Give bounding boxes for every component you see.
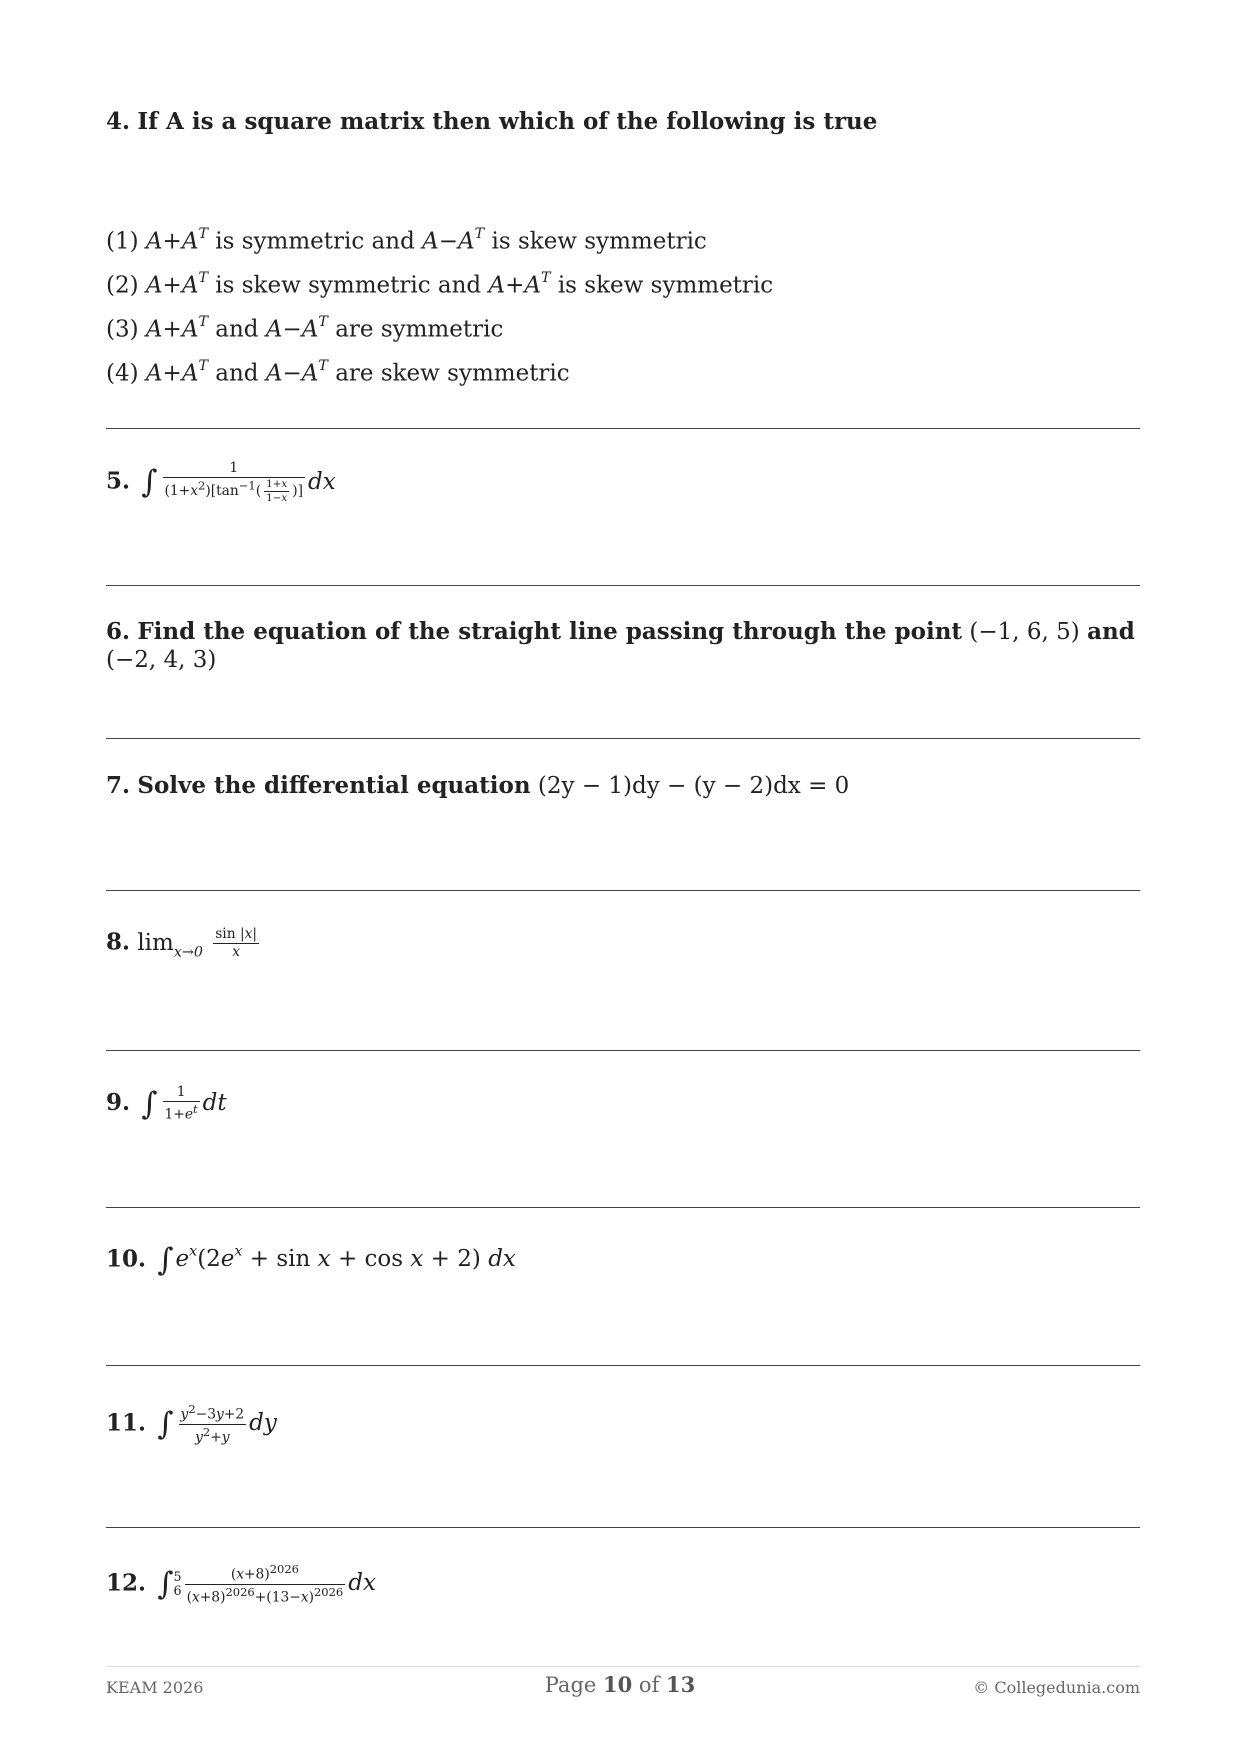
question-number: 5. <box>106 467 131 495</box>
formula: ∫ $\frac{1}{1+e^t}$ dt <box>141 1084 227 1123</box>
divider <box>106 1207 1140 1208</box>
formula: ∫ $\frac{y^2-3y+2}{y^2+y}$ dy <box>157 1402 277 1446</box>
connector-text: and <box>1087 618 1135 645</box>
footer-exam-name: KEAM 2026 <box>106 1678 204 1697</box>
question-9 <box>106 1084 1140 1124</box>
question-4 <box>106 108 1140 137</box>
option-1: (1) $A+A^T$ is symmetric and $A-A^T$ is skew symmetric <box>106 226 707 255</box>
question-7 <box>106 772 1140 801</box>
divider <box>106 428 1140 429</box>
formula: ∫ 1 $(1+x^2)[\tan^{-1}$( $\frac{1+x}{1-x}$ )] dx <box>141 460 336 505</box>
divider <box>106 738 1140 739</box>
divider <box>106 1050 1140 1051</box>
question-number: 6. <box>106 618 131 645</box>
formula: $\lim_{x\to 0}$ $\frac{\sin |x|}{x}$ <box>137 926 258 961</box>
question-number: 4. <box>106 108 131 135</box>
footer-copyright: © Collegedunia.com <box>973 1678 1140 1697</box>
question-number: 10. <box>106 1245 147 1273</box>
formula: ∫ 5 6 $\frac{(x+8)^{2026}}{(x+8)^{2026}+(13-x)^{2026}}$ dx <box>157 1562 376 1606</box>
divider <box>106 585 1140 586</box>
question-11 <box>106 1402 1140 1447</box>
point-2: (−2, 4, 3) <box>106 646 217 673</box>
question-number: 9. <box>106 1089 131 1117</box>
question-number: 8. <box>106 928 131 956</box>
question-number: 11. <box>106 1409 147 1437</box>
question-text: If A is a square matrix then which of the following is true <box>137 108 878 135</box>
option-2: (2) $A+A^T$ is skew symmetric and $A+A^T$ is skew symmetric <box>106 270 774 299</box>
question-10 <box>106 1242 1140 1279</box>
divider <box>106 1527 1140 1528</box>
question-8 <box>106 926 1140 961</box>
option-3: (3) $A+A^T$ and $A-A^T$ are symmetric <box>106 314 504 343</box>
question-12 <box>106 1562 1140 1607</box>
equation: (2y − 1)dy − (y − 2)dx = 0 <box>537 773 850 799</box>
point-1: (−1, 6, 5) <box>969 619 1080 645</box>
question-text: Solve the differential equation <box>137 772 531 799</box>
question-number: 7. <box>106 772 131 799</box>
divider <box>106 890 1140 891</box>
footer-divider <box>106 1666 1140 1667</box>
question-4-options <box>106 212 773 388</box>
question-5 <box>106 460 1140 505</box>
option-4: (4) $A+A^T$ and $A-A^T$ are skew symmetric <box>106 358 570 387</box>
question-6 <box>106 618 1140 674</box>
divider <box>106 1365 1140 1366</box>
question-number: 12. <box>106 1569 147 1597</box>
formula: $\int e^x(2e^x + \sin x + \cos x + 2)$ dx <box>157 1242 516 1278</box>
footer-page-number: Page 10 of 13 <box>544 1672 696 1697</box>
question-text: Find the equation of the straight line passing through the point <box>137 618 963 645</box>
